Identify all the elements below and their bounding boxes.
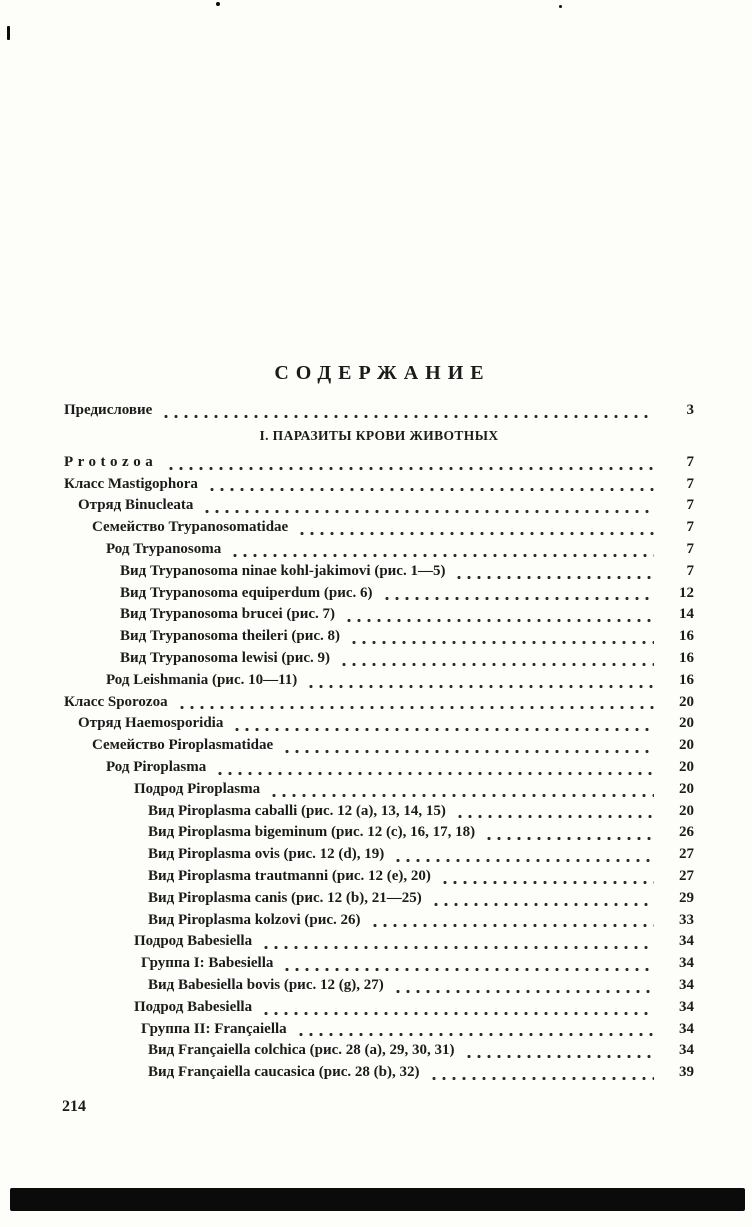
toc-entry-page: 34: [679, 998, 694, 1015]
toc-entry-label: Вид Françaiella colchica (рис. 28 (a), 29, 30, 31): [148, 1042, 455, 1059]
toc-entry-page: 26: [679, 824, 694, 841]
toc-entry-page: 39: [679, 1064, 694, 1081]
toc-entry-page: 29: [679, 889, 694, 906]
toc-entry: [64, 626, 694, 648]
toc-entry-page: 34: [679, 1042, 694, 1059]
toc-entry: [64, 604, 694, 626]
dot-leader: [269, 786, 654, 801]
dot-leader: [306, 677, 654, 692]
toc-entry-label: Подрод Piroplasma: [134, 780, 261, 797]
toc-entry: [64, 1019, 694, 1041]
toc-entry: [64, 648, 694, 670]
toc-entry-label: Вид Piroplasma canis (рис. 12 (b), 21—25): [148, 889, 422, 906]
dot-leader: [393, 851, 654, 866]
toc-entry-label: Вид Trypanosoma equiperdum (рис. 6): [120, 584, 373, 601]
toc-entry: [64, 779, 694, 801]
toc-entry-page: 14: [679, 606, 694, 623]
toc-entry-label: Семейство Trypanosomatidae: [92, 519, 289, 536]
toc-entry-page: 3: [686, 402, 694, 418]
toc-entry: [64, 400, 694, 422]
toc-entry: [64, 583, 694, 605]
toc-entry-label: Подрод Babesiella: [134, 998, 253, 1015]
toc-entry-label: Род Trypanosoma: [106, 540, 222, 557]
toc-entry-page: 20: [679, 802, 694, 819]
dot-leader: [207, 480, 654, 495]
dot-leader: [464, 1047, 655, 1062]
dot-leader: [382, 589, 654, 604]
dot-leader: [166, 459, 654, 474]
toc-entry: [64, 801, 694, 823]
toc-entry: [64, 735, 694, 757]
toc-entry-page: 7: [686, 453, 694, 470]
toc-entry-page: 34: [679, 976, 694, 993]
toc-entry-label: Вид Trypanosoma ninae kohl-jakimovi (рис. 1—5): [120, 562, 446, 579]
toc-entry: [64, 517, 694, 539]
toc-entry-page: 16: [679, 671, 694, 688]
dot-leader: [232, 720, 654, 735]
dot-leader: [282, 960, 654, 975]
dot-leader: [296, 1025, 654, 1040]
dot-leader: [177, 698, 654, 713]
toc-entry: [64, 452, 694, 474]
toc-entry-label: Вид Piroplasma kolzovi (рис. 26): [148, 911, 361, 928]
toc-entry-page: 16: [679, 649, 694, 666]
toc-entry-page: 20: [679, 737, 694, 754]
scan-artifact-speck: [216, 2, 220, 6]
toc-entry-label: Группа I: Babesiella: [141, 955, 274, 972]
toc-entry: [64, 975, 694, 997]
table-of-contents: [64, 400, 694, 1084]
dot-leader: [440, 873, 654, 888]
toc-entry-label: Вид Françaiella caucasica (рис. 28 (b), 32): [148, 1064, 420, 1081]
toc-entry-label: Protozoa: [64, 453, 158, 470]
toc-entry-label: Подрод Babesiella: [134, 933, 253, 950]
toc-entry-page: 20: [679, 693, 694, 710]
dot-leader: [339, 655, 654, 670]
toc-section-heading: I. ПАРАЗИТЫ КРОВИ ЖИВОТНЫХ: [259, 427, 499, 443]
toc-entry: [64, 495, 694, 517]
toc-entry: [64, 997, 694, 1019]
dot-leader: [297, 524, 654, 539]
page-title: СОДЕРЖАНИЕ: [274, 362, 491, 384]
toc-entry: [64, 1040, 694, 1062]
toc-entry: [64, 953, 694, 975]
toc-entry-label: Класс Mastigophora: [64, 475, 198, 492]
toc-entry: [64, 931, 694, 953]
toc-entry-label: Вид Trypanosoma lewisi (рис. 9): [120, 649, 331, 666]
scan-artifact-speck: [559, 5, 562, 8]
toc-entry-page: 7: [686, 475, 694, 492]
dot-leader: [431, 895, 654, 910]
toc-entry-label: Вид Piroplasma ovis (рис. 12 (d), 19): [148, 846, 385, 863]
scan-artifact-edge-mark: [7, 26, 10, 40]
toc-entry: [64, 910, 694, 932]
toc-entry-label: Группа II: Françaiella: [141, 1020, 287, 1037]
toc-entry-page: 7: [686, 540, 694, 557]
toc-entry: [64, 844, 694, 866]
toc-entry-label: Вид Piroplasma bigeminum (рис. 12 (c), 16, 17, 18): [148, 824, 476, 841]
toc-entry-page: 20: [679, 758, 694, 775]
toc-entry: [64, 1062, 694, 1084]
dot-leader: [230, 546, 654, 561]
toc-entry-label: Отряд Binucleata: [78, 497, 194, 514]
toc-entry-page: 33: [679, 911, 694, 928]
toc-entry-label: Класс Sporozoa: [64, 693, 168, 710]
toc-entry-label: Вид Piroplasma trautmanni (рис. 12 (e), 20): [148, 867, 431, 884]
scan-artifact-bottom-bar: [10, 1188, 745, 1211]
toc-entry-label: Вид Piroplasma caballi (рис. 12 (a), 13, 14, 15): [148, 802, 446, 819]
toc-entry: [64, 561, 694, 583]
toc-entry: [64, 866, 694, 888]
toc-entry-label: Отряд Haemosporidia: [78, 715, 224, 732]
toc-entry: [64, 757, 694, 779]
dot-leader: [370, 916, 654, 931]
toc-entry-page: 12: [679, 584, 694, 601]
toc-content: [64, 362, 694, 1084]
toc-entry: [64, 822, 694, 844]
toc-entry-label: Род Leishmania (рис. 10—11): [106, 671, 298, 688]
dot-leader: [261, 938, 654, 953]
toc-entry-page: 34: [679, 955, 694, 972]
dot-leader: [454, 568, 654, 583]
dot-leader: [484, 829, 654, 844]
toc-entry-page: 7: [686, 497, 694, 514]
dot-leader: [455, 807, 654, 822]
toc-entry-label: Предисловие: [64, 402, 153, 418]
dot-leader: [282, 742, 654, 757]
toc-entry-page: 20: [679, 715, 694, 732]
toc-entry: [64, 539, 694, 561]
toc-entry-page: 34: [679, 1020, 694, 1037]
toc-entry-page: 7: [686, 519, 694, 536]
toc-entry: [64, 474, 694, 496]
toc-entry-label: Род Piroplasma: [106, 758, 207, 775]
dot-leader: [161, 407, 654, 422]
toc-entry-page: 16: [679, 628, 694, 645]
toc-entry-label: Вид Babesiella bovis (рис. 12 (g), 27): [148, 976, 384, 993]
toc-entry: [64, 670, 694, 692]
toc-entry-page: 27: [679, 846, 694, 863]
page-number: 214: [62, 1098, 86, 1115]
toc-entry-page: 27: [679, 867, 694, 884]
dot-leader: [349, 633, 654, 648]
toc-entry-label: Семейство Piroplasmatidae: [92, 737, 274, 754]
toc-entry-page: 7: [686, 562, 694, 579]
toc-entry-label: Вид Trypanosoma theileri (рис. 8): [120, 628, 340, 645]
toc-entry: [64, 692, 694, 714]
dot-leader: [344, 611, 654, 626]
toc-entry-page: 34: [679, 933, 694, 950]
dot-leader: [261, 1004, 654, 1019]
toc-entry: [64, 713, 694, 735]
dot-leader: [393, 982, 654, 997]
dot-leader: [429, 1069, 654, 1084]
toc-entry: [64, 888, 694, 910]
toc-entry-page: 20: [679, 780, 694, 797]
dot-leader: [215, 764, 654, 779]
toc-entry-label: Вид Trypanosoma brucei (рис. 7): [120, 606, 336, 623]
dot-leader: [202, 502, 654, 517]
